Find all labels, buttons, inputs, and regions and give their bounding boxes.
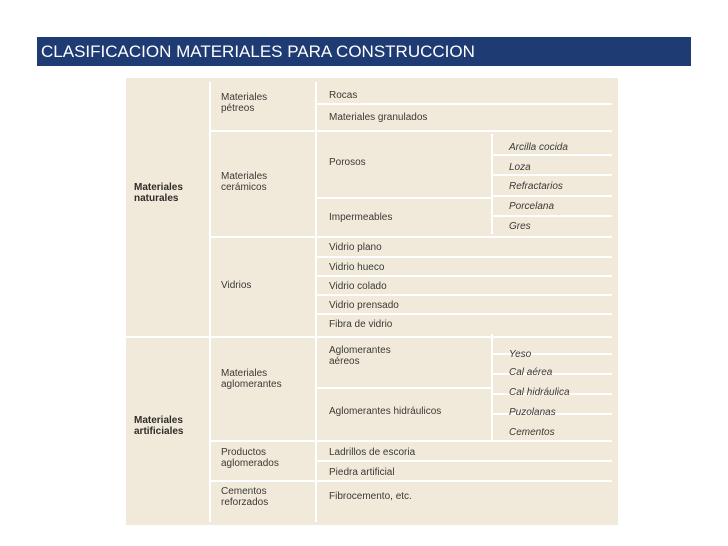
list-item: Vidrio colado: [329, 281, 387, 292]
group-cementos-reforzados: Cementos reforzados: [221, 486, 269, 508]
list-item: Fibrocemento, etc.: [329, 491, 412, 502]
list-item: Vidrio plano: [329, 242, 382, 253]
list-item: Gres: [509, 221, 531, 232]
list-item: Puzolanas: [509, 407, 556, 418]
list-item: Cal hidráulica: [509, 387, 570, 398]
list-item: Materiales granulados: [329, 112, 428, 123]
list-item: Vidrio prensado: [329, 300, 399, 311]
classification-table: [126, 78, 618, 525]
category-artificiales: Materiales artificiales: [134, 415, 184, 437]
list-item: Vidrio hueco: [329, 262, 385, 273]
list-item: Yeso: [509, 349, 532, 360]
list-item: Arcilla cocida: [509, 142, 568, 153]
list-item: Piedra artificial: [329, 467, 395, 478]
subgroup-impermeables: Impermeables: [329, 212, 393, 223]
list-item: Cementos: [509, 427, 555, 438]
group-ceramicos: Materiales cerámicos: [221, 171, 268, 193]
slide-title-bar: [37, 37, 691, 66]
list-item: Fibra de vidrio: [329, 319, 393, 330]
category-naturales: Materiales naturales: [134, 182, 183, 204]
group-petreos: Materiales pétreos: [221, 92, 268, 114]
group-vidrios: Vidrios: [221, 280, 252, 291]
list-item: Refractarios: [509, 181, 563, 192]
list-item: Rocas: [329, 90, 358, 101]
subgroup-hidraulicos: Aglomerantes hidráulicos: [329, 406, 442, 417]
group-productos: Productos aglomerados: [221, 447, 279, 469]
subgroup-porosos: Porosos: [329, 157, 366, 168]
list-item: Ladrillos de escoria: [329, 447, 416, 458]
slide-title: CLASIFICACION MATERIALES PARA CONSTRUCCION: [41, 42, 475, 61]
list-item: Loza: [509, 162, 531, 173]
list-item: Cal aérea: [509, 367, 553, 378]
list-item: Porcelana: [509, 201, 555, 212]
group-aglomerantes: Materiales aglomerantes: [221, 368, 282, 390]
subgroup-aereos: Aglomerantes aéreos: [329, 345, 391, 367]
